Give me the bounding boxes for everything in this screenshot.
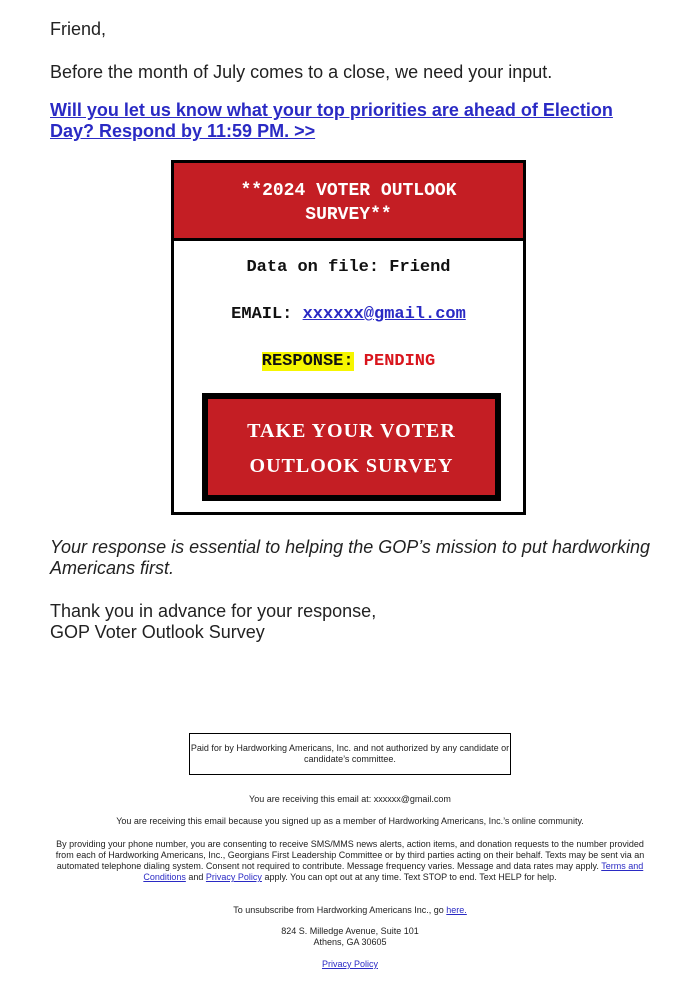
- address-line2: Athens, GA 30605: [313, 937, 387, 947]
- privacy-policy-link[interactable]: Privacy Policy: [321, 959, 378, 969]
- survey-title: [174, 163, 523, 241]
- privacy-link-inline[interactable]: Privacy Policy: [205, 872, 262, 882]
- response-line: [174, 352, 523, 371]
- take-survey-line2: OUTLOOK SURVEY: [249, 455, 454, 477]
- survey-title-line2: SURVEY**: [305, 205, 392, 225]
- member-notice: You are receiving this email because you signed up as a member of Hardworking Americans, Inc.’s online community.: [116, 816, 584, 826]
- thanks-text: Thank you in advance for your response,: [50, 601, 377, 621]
- email-link[interactable]: xxxxxx@gmail.com: [302, 305, 466, 324]
- and-text: and: [188, 872, 204, 882]
- take-survey-line1: TAKE YOUR VOTER: [247, 420, 456, 442]
- survey-card: [171, 160, 526, 515]
- greeting: Friend,: [50, 19, 107, 39]
- survey-title-line1: **2024 VOTER OUTLOOK: [240, 181, 457, 201]
- intro-text: Before the month of July comes to a close, we need your input.: [50, 62, 553, 82]
- take-survey-button[interactable]: [202, 393, 501, 501]
- response-label: RESPONSE:: [261, 352, 354, 371]
- unsubscribe-line: [50, 905, 650, 916]
- unsubscribe-link[interactable]: here.: [446, 905, 467, 915]
- email-label: EMAIL:: [231, 305, 293, 324]
- mailing-address: [50, 926, 650, 948]
- data-on-file: Data on file: Friend: [246, 258, 451, 277]
- paid-for-disclaimer: Paid for by Hardworking Americans, Inc. and not authorized by any candidate or candidate’s committee.: [189, 733, 511, 775]
- unsubscribe-text: To unsubscribe from Hardworking Americans Inc., go: [233, 905, 444, 915]
- privacy-policy-line: [50, 959, 650, 970]
- sms-consent: [50, 839, 650, 883]
- essential-text: Your response is essential to helping the GOP’s mission to put hardworking Americans first.: [50, 537, 650, 578]
- receiving-notice: You are receiving this email at: xxxxxx@gmail.com: [249, 794, 451, 804]
- email-line: [174, 305, 523, 324]
- terms-link[interactable]: Terms and Conditions: [143, 861, 644, 882]
- sms-text-2: apply. You can opt out at any time. Text STOP to end. Text HELP for help.: [264, 872, 557, 882]
- sms-text-1: By providing your phone number, you are consenting to receive SMS/MMS news alerts, action items, and donation requests to the number provided from each of Hardworking Americans, Inc., Georgians First Leadership Committee or by third parties acting on their behalf. Texts may be sent via an automated telephone dialing system. Consent not required to contribute. Message frequency varies. Message and data rates may apply.: [55, 839, 645, 871]
- signoff: GOP Voter Outlook Survey: [50, 622, 265, 642]
- respond-link[interactable]: Will you let us know what your top priorities are ahead of Election Day? Respond by 11:59 PM. >>: [50, 100, 613, 141]
- response-status: PENDING: [363, 352, 436, 371]
- address-line1: 824 S. Milledge Avenue, Suite 101: [281, 926, 419, 936]
